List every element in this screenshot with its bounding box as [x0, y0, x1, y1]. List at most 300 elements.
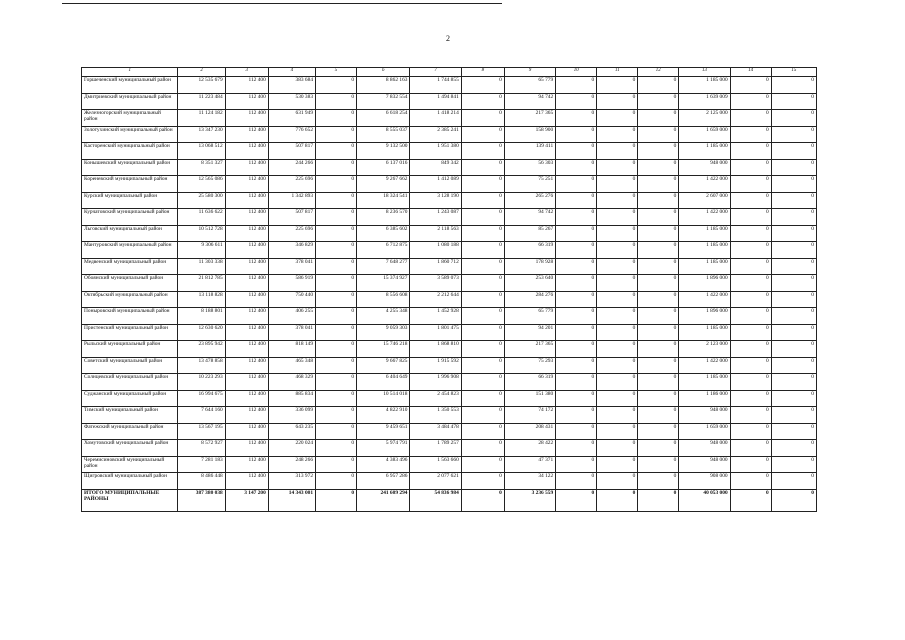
table-row — [82, 143, 817, 160]
table-row — [82, 291, 817, 308]
value-cell: 0 — [597, 489, 638, 511]
value-cell: 378 041 — [268, 258, 315, 275]
district-name-cell: Курчатовский муниципальный район — [82, 209, 178, 226]
value-cell: 1 185 000 — [679, 324, 730, 341]
value-cell: 0 — [771, 390, 816, 407]
value-cell: 0 — [730, 242, 771, 259]
value-cell: 0 — [316, 209, 357, 226]
value-cell: 465 348 — [268, 357, 315, 374]
district-name-cell: Дмитриевский муниципальный район — [82, 93, 178, 110]
value-cell: 0 — [461, 324, 504, 341]
top-rule — [62, 3, 502, 4]
value-cell: 28 422 — [504, 440, 555, 457]
value-cell: 0 — [638, 324, 679, 341]
value-cell: 0 — [597, 225, 638, 242]
value-cell: 1 185 000 — [679, 77, 730, 94]
table-row — [82, 225, 817, 242]
district-name-cell: Мантуровский муниципальный район — [82, 242, 178, 259]
value-cell: 0 — [461, 456, 504, 473]
value-cell: 0 — [730, 110, 771, 127]
value-cell: 0 — [730, 374, 771, 391]
value-cell: 0 — [556, 423, 597, 440]
value-cell: 0 — [316, 126, 357, 143]
value-cell: 14 343 001 — [268, 489, 315, 511]
value-cell: 1 996 908 — [410, 374, 461, 391]
value-cell: 5 974 791 — [357, 440, 410, 457]
value-cell: 750 440 — [268, 291, 315, 308]
value-cell: 0 — [597, 341, 638, 358]
value-cell: 112 400 — [225, 159, 268, 176]
value-cell: 0 — [771, 341, 816, 358]
value-cell: 0 — [597, 308, 638, 325]
value-cell: 0 — [461, 258, 504, 275]
value-cell: 0 — [771, 291, 816, 308]
district-name-cell: Фатежский муниципальный район — [82, 423, 178, 440]
value-cell: 2 118 563 — [410, 225, 461, 242]
value-cell: 65 779 — [504, 308, 555, 325]
table-row — [82, 93, 817, 110]
value-cell: 112 400 — [225, 258, 268, 275]
value-cell: 1 452 928 — [410, 308, 461, 325]
value-cell: 217 365 — [504, 341, 555, 358]
value-cell: 0 — [597, 110, 638, 127]
value-cell: 0 — [638, 357, 679, 374]
value-cell: 0 — [638, 159, 679, 176]
district-name-cell: Льговский муниципальный район — [82, 225, 178, 242]
value-cell: 0 — [461, 473, 504, 490]
value-cell: 25 580 300 — [178, 192, 225, 209]
value-cell: 112 400 — [225, 407, 268, 424]
value-cell: 0 — [461, 374, 504, 391]
value-cell: 1 185 000 — [679, 258, 730, 275]
value-cell: 208 431 — [504, 423, 555, 440]
value-cell: 0 — [461, 93, 504, 110]
value-cell: 7 644 160 — [178, 407, 225, 424]
value-cell: 0 — [771, 456, 816, 473]
value-cell: 0 — [638, 110, 679, 127]
value-cell: 336 099 — [268, 407, 315, 424]
value-cell: 112 400 — [225, 93, 268, 110]
value-cell: 0 — [638, 374, 679, 391]
value-cell: 818 149 — [268, 341, 315, 358]
district-name-cell: Железногорский муниципальный район — [82, 110, 178, 127]
value-cell: 0 — [638, 143, 679, 160]
district-name-cell: Медвенский муниципальный район — [82, 258, 178, 275]
district-name-cell: Конышевский муниципальный район — [82, 159, 178, 176]
value-cell: 0 — [461, 176, 504, 193]
value-cell: 0 — [461, 110, 504, 127]
value-cell: 0 — [771, 324, 816, 341]
value-cell: 6 404 649 — [357, 374, 410, 391]
value-cell: 112 400 — [225, 473, 268, 490]
value-cell: 0 — [638, 456, 679, 473]
value-cell: 0 — [730, 341, 771, 358]
value-cell: 3 236 559 — [504, 489, 555, 511]
value-cell: 507 817 — [268, 143, 315, 160]
value-cell: 406 255 — [268, 308, 315, 325]
district-name-cell: Золотухинский муниципальный район — [82, 126, 178, 143]
value-cell: 241 609 294 — [357, 489, 410, 511]
value-cell: 1 422 000 — [679, 209, 730, 226]
value-cell: 225 696 — [268, 225, 315, 242]
value-cell: 7 832 554 — [357, 93, 410, 110]
value-cell: 0 — [316, 324, 357, 341]
value-cell: 0 — [597, 390, 638, 407]
value-cell: 2 077 621 — [410, 473, 461, 490]
value-cell: 0 — [316, 110, 357, 127]
value-cell: 0 — [316, 456, 357, 473]
value-cell: 0 — [556, 473, 597, 490]
value-cell: 11 636 622 — [178, 209, 225, 226]
value-cell: 0 — [771, 77, 816, 94]
value-cell: 284 276 — [504, 291, 555, 308]
value-cell: 40 053 000 — [679, 489, 730, 511]
value-cell: 0 — [556, 374, 597, 391]
district-name-cell: Пристенский муниципальный район — [82, 324, 178, 341]
value-cell: 0 — [556, 77, 597, 94]
value-cell: 0 — [771, 225, 816, 242]
value-cell: 0 — [556, 357, 597, 374]
value-cell: 0 — [597, 473, 638, 490]
value-cell: 1 412 089 — [410, 176, 461, 193]
table-row — [82, 308, 817, 325]
value-cell: 112 400 — [225, 374, 268, 391]
value-cell: 0 — [556, 291, 597, 308]
column-header: 6 — [357, 68, 410, 77]
table-row — [82, 275, 817, 292]
value-cell: 9 059 303 — [357, 324, 410, 341]
value-cell: 0 — [556, 93, 597, 110]
district-name-cell: Тимский муниципальный район — [82, 407, 178, 424]
value-cell: 776 652 — [268, 126, 315, 143]
value-cell: 0 — [556, 456, 597, 473]
value-cell: 0 — [461, 143, 504, 160]
value-cell: 13 068 512 — [178, 143, 225, 160]
value-cell: 4 383 496 — [357, 456, 410, 473]
value-cell: 0 — [597, 324, 638, 341]
value-cell: 6 712 875 — [357, 242, 410, 259]
value-cell: 0 — [556, 275, 597, 292]
value-cell: 0 — [730, 143, 771, 160]
value-cell: 15 374 927 — [357, 275, 410, 292]
value-cell: 0 — [597, 357, 638, 374]
value-cell: 0 — [597, 126, 638, 143]
value-cell: 112 400 — [225, 209, 268, 226]
total-row — [82, 489, 817, 511]
value-cell: 0 — [771, 423, 816, 440]
value-cell: 112 400 — [225, 423, 268, 440]
value-cell: 0 — [638, 423, 679, 440]
value-cell: 112 400 — [225, 192, 268, 209]
value-cell: 112 400 — [225, 357, 268, 374]
value-cell: 631 949 — [268, 110, 315, 127]
value-cell: 0 — [461, 225, 504, 242]
table-row — [82, 77, 817, 94]
value-cell: 0 — [597, 209, 638, 226]
value-cell: 3 128 190 — [410, 192, 461, 209]
value-cell: 0 — [316, 374, 357, 391]
value-cell: 12 565 086 — [178, 176, 225, 193]
value-cell: 2 385 241 — [410, 126, 461, 143]
value-cell: 908 000 — [679, 473, 730, 490]
value-cell: 0 — [638, 473, 679, 490]
value-cell: 9 306 611 — [178, 242, 225, 259]
value-cell: 0 — [556, 440, 597, 457]
value-cell: 6 137 016 — [357, 159, 410, 176]
value-cell: 0 — [771, 176, 816, 193]
value-cell: 530 383 — [268, 93, 315, 110]
value-cell: 8 236 570 — [357, 209, 410, 226]
value-cell: 0 — [461, 242, 504, 259]
value-cell: 3 147 200 — [225, 489, 268, 511]
value-cell: 0 — [316, 93, 357, 110]
value-cell: 0 — [638, 275, 679, 292]
value-cell: 0 — [638, 126, 679, 143]
column-header: 7 — [410, 68, 461, 77]
value-cell: 0 — [556, 192, 597, 209]
value-cell: 0 — [316, 258, 357, 275]
value-cell: 0 — [316, 176, 357, 193]
value-cell: 112 400 — [225, 324, 268, 341]
value-cell: 0 — [461, 77, 504, 94]
value-cell: 0 — [730, 225, 771, 242]
value-cell: 112 400 — [225, 456, 268, 473]
value-cell: 0 — [316, 341, 357, 358]
value-cell: 0 — [771, 126, 816, 143]
value-cell: 1 080 188 — [410, 242, 461, 259]
value-cell: 3 589 073 — [410, 275, 461, 292]
value-cell: 3 484 478 — [410, 423, 461, 440]
value-cell: 0 — [461, 209, 504, 226]
value-cell: 8 486 448 — [178, 473, 225, 490]
value-cell: 0 — [316, 489, 357, 511]
value-cell: 112 400 — [225, 440, 268, 457]
value-cell: 112 400 — [225, 390, 268, 407]
value-cell: 16 994 675 — [178, 390, 225, 407]
table-row — [82, 440, 817, 457]
district-name-cell: Поныровский муниципальный район — [82, 308, 178, 325]
value-cell: 9 667 825 — [357, 357, 410, 374]
value-cell: 112 400 — [225, 291, 268, 308]
value-cell: 178 928 — [504, 258, 555, 275]
value-cell: 0 — [556, 110, 597, 127]
value-cell: 0 — [638, 176, 679, 193]
value-cell: 0 — [316, 77, 357, 94]
value-cell: 0 — [597, 423, 638, 440]
value-cell: 0 — [597, 291, 638, 308]
value-cell: 94 742 — [504, 93, 555, 110]
value-cell: 0 — [730, 308, 771, 325]
value-cell: 0 — [730, 159, 771, 176]
value-cell: 112 400 — [225, 110, 268, 127]
value-cell: 2 125 000 — [679, 110, 730, 127]
value-cell: 0 — [597, 456, 638, 473]
value-cell: 0 — [730, 275, 771, 292]
value-cell: 1 659 000 — [679, 423, 730, 440]
value-cell: 220 024 — [268, 440, 315, 457]
value-cell: 8 572 927 — [178, 440, 225, 457]
district-name-cell: Обоянский муниципальный район — [82, 275, 178, 292]
value-cell: 0 — [730, 77, 771, 94]
district-name-cell: Черемисиновский муниципальный район — [82, 456, 178, 473]
column-header: 8 — [461, 68, 504, 77]
value-cell: 151 380 — [504, 390, 555, 407]
district-name-cell: Советский муниципальный район — [82, 357, 178, 374]
table-row — [82, 159, 817, 176]
value-cell: 0 — [597, 159, 638, 176]
value-cell: 0 — [316, 242, 357, 259]
value-cell: 0 — [771, 489, 816, 511]
value-cell: 1 422 000 — [679, 291, 730, 308]
value-cell: 0 — [461, 192, 504, 209]
value-cell: 56 303 — [504, 159, 555, 176]
value-cell: 66 319 — [504, 242, 555, 259]
table-row — [82, 242, 817, 259]
value-cell: 0 — [730, 390, 771, 407]
value-cell: 11 223 484 — [178, 93, 225, 110]
value-cell: 0 — [316, 291, 357, 308]
column-header: 10 — [556, 68, 597, 77]
value-cell: 2 607 000 — [679, 192, 730, 209]
value-cell: 1 896 000 — [679, 308, 730, 325]
value-cell: 158 900 — [504, 126, 555, 143]
value-cell: 217 365 — [504, 110, 555, 127]
value-cell: 0 — [461, 275, 504, 292]
table-row — [82, 473, 817, 490]
value-cell: 0 — [556, 324, 597, 341]
value-cell: 0 — [638, 93, 679, 110]
value-cell: 0 — [556, 209, 597, 226]
value-cell: 85 267 — [504, 225, 555, 242]
table-row — [82, 357, 817, 374]
value-cell: 1 659 000 — [679, 126, 730, 143]
value-cell: 0 — [316, 159, 357, 176]
value-cell: 12 630 620 — [178, 324, 225, 341]
header-row — [82, 68, 817, 77]
value-cell: 0 — [730, 407, 771, 424]
value-cell: 112 400 — [225, 242, 268, 259]
value-cell: 66 319 — [504, 374, 555, 391]
value-cell: 0 — [771, 308, 816, 325]
value-cell: 0 — [597, 192, 638, 209]
value-cell: 8 188 801 — [178, 308, 225, 325]
value-cell: 112 400 — [225, 341, 268, 358]
value-cell: 0 — [461, 126, 504, 143]
district-name-cell: Суджанский муниципальный район — [82, 390, 178, 407]
value-cell: 586 919 — [268, 275, 315, 292]
value-cell: 313 972 — [268, 473, 315, 490]
value-cell: 10 512 728 — [178, 225, 225, 242]
value-cell: 7 281 183 — [178, 456, 225, 473]
value-cell: 0 — [638, 390, 679, 407]
district-name-cell: Горшеченский муниципальный район — [82, 77, 178, 94]
value-cell: 507 817 — [268, 209, 315, 226]
value-cell: 112 400 — [225, 225, 268, 242]
value-cell: 849 342 — [410, 159, 461, 176]
value-cell: 0 — [638, 192, 679, 209]
table-body — [82, 77, 817, 512]
value-cell: 0 — [556, 242, 597, 259]
value-cell: 112 400 — [225, 77, 268, 94]
value-cell: 0 — [461, 440, 504, 457]
value-cell: 0 — [771, 159, 816, 176]
column-header: 9 — [504, 68, 555, 77]
district-name-cell: ИТОГО МУНИЦИПАЛЬНЫЕ РАЙОНЫ — [82, 489, 178, 511]
value-cell: 6 385 602 — [357, 225, 410, 242]
value-cell: 225 696 — [268, 176, 315, 193]
value-cell: 13 347 230 — [178, 126, 225, 143]
value-cell: 0 — [771, 143, 816, 160]
value-cell: 1 951 380 — [410, 143, 461, 160]
value-cell: 0 — [638, 489, 679, 511]
value-cell: 244 266 — [268, 159, 315, 176]
value-cell: 0 — [556, 176, 597, 193]
value-cell: 0 — [730, 423, 771, 440]
value-cell: 1 186 000 — [679, 390, 730, 407]
column-header: 3 — [225, 68, 268, 77]
value-cell: 0 — [638, 225, 679, 242]
district-name-cell: Курский муниципальный район — [82, 192, 178, 209]
table-row — [82, 341, 817, 358]
value-cell: 0 — [730, 489, 771, 511]
value-cell: 0 — [638, 242, 679, 259]
value-cell: 0 — [556, 341, 597, 358]
value-cell: 75 293 — [504, 357, 555, 374]
value-cell: 10 223 293 — [178, 374, 225, 391]
value-cell: 10 514 018 — [357, 390, 410, 407]
value-cell: 13 567 195 — [178, 423, 225, 440]
value-cell: 1 422 000 — [679, 176, 730, 193]
table-row — [82, 423, 817, 440]
value-cell: 11 303 338 — [178, 258, 225, 275]
value-cell: 0 — [638, 440, 679, 457]
district-name-cell: Рыльский муниципальный район — [82, 341, 178, 358]
value-cell: 0 — [461, 407, 504, 424]
value-cell: 0 — [730, 93, 771, 110]
value-cell: 0 — [556, 308, 597, 325]
value-cell: 9 459 651 — [357, 423, 410, 440]
column-header: 13 — [679, 68, 730, 77]
value-cell: 0 — [597, 176, 638, 193]
value-cell: 0 — [771, 357, 816, 374]
table-row — [82, 209, 817, 226]
value-cell: 0 — [316, 192, 357, 209]
value-cell: 0 — [730, 357, 771, 374]
value-cell: 0 — [461, 357, 504, 374]
value-cell: 139 411 — [504, 143, 555, 160]
value-cell: 2 454 823 — [410, 390, 461, 407]
value-cell: 0 — [556, 225, 597, 242]
column-header: 1 — [82, 68, 178, 77]
value-cell: 1 422 000 — [679, 357, 730, 374]
value-cell: 112 400 — [225, 275, 268, 292]
value-cell: 0 — [771, 374, 816, 391]
value-cell: 0 — [638, 209, 679, 226]
value-cell: 8 862 163 — [357, 77, 410, 94]
value-cell: 11 124 182 — [178, 110, 225, 127]
value-cell: 643 235 — [268, 423, 315, 440]
value-cell: 0 — [730, 473, 771, 490]
value-cell: 0 — [730, 440, 771, 457]
value-cell: 1 639 009 — [679, 93, 730, 110]
value-cell: 0 — [556, 159, 597, 176]
value-cell: 948 000 — [679, 456, 730, 473]
table-header — [82, 68, 817, 77]
value-cell: 948 000 — [679, 159, 730, 176]
district-name-cell: Хомутовский муниципальный район — [82, 440, 178, 457]
value-cell: 112 400 — [225, 126, 268, 143]
value-cell: 0 — [638, 77, 679, 94]
